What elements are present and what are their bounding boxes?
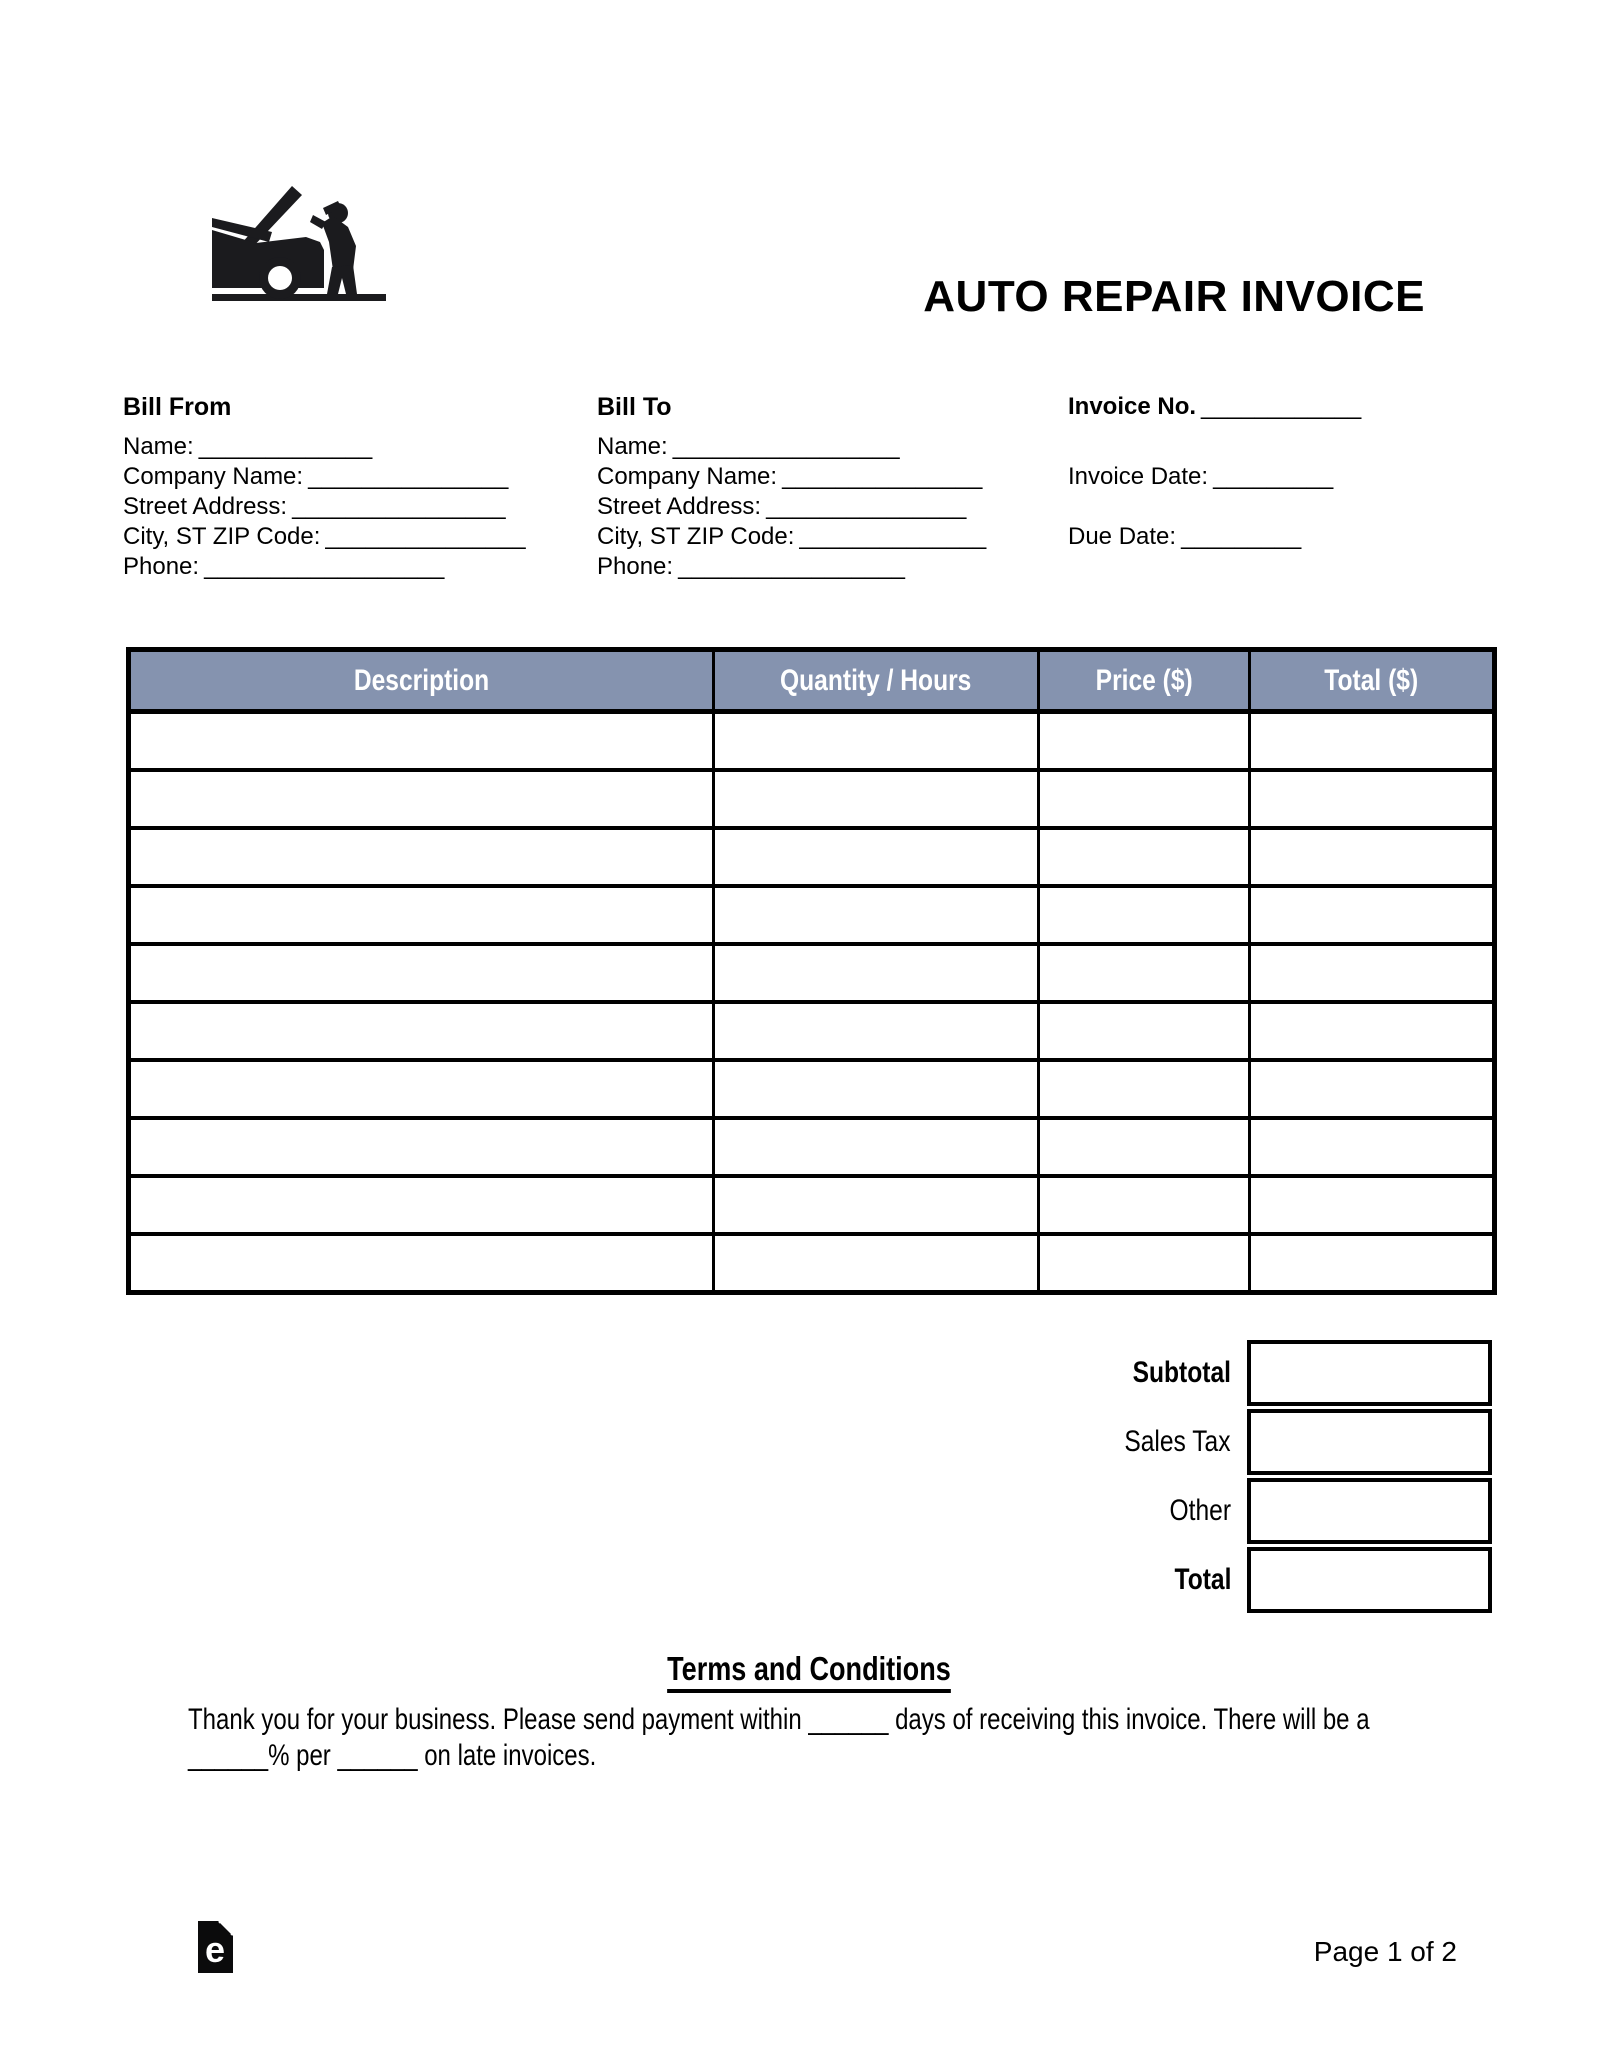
field-blank-input[interactable]: ________________ <box>292 493 506 520</box>
summary-value-box[interactable] <box>1247 1409 1492 1475</box>
field-label: Invoice Date: <box>1068 463 1209 490</box>
bill-to-section <box>597 392 1047 582</box>
summary-label: Total <box>1174 1563 1231 1596</box>
cell-total[interactable] <box>1250 886 1495 944</box>
cell-price[interactable] <box>1039 1002 1250 1060</box>
cell-price[interactable] <box>1039 1118 1250 1176</box>
cell-description[interactable] <box>129 886 714 944</box>
cell-price[interactable] <box>1039 1234 1250 1293</box>
summary-value-box[interactable] <box>1247 1478 1492 1544</box>
field-label: Street Address: <box>597 493 762 520</box>
bill-to-fields <box>597 432 1047 582</box>
form-field-line <box>597 492 1047 522</box>
form-field-line <box>123 492 573 522</box>
field-blank-input[interactable]: _________ <box>1213 463 1334 490</box>
summary-row <box>126 1478 1492 1544</box>
cell-price[interactable] <box>1039 886 1250 944</box>
cell-quantity-hours[interactable] <box>714 886 1039 944</box>
cell-total[interactable] <box>1250 712 1495 771</box>
cell-description[interactable] <box>129 1002 714 1060</box>
form-field-line <box>123 432 573 462</box>
summary-label-wrap <box>126 1478 1247 1544</box>
table-row <box>129 886 1495 944</box>
field-blank-input[interactable]: _________________ <box>678 553 905 580</box>
column-header <box>129 650 714 712</box>
field-blank-input[interactable]: _______________ <box>325 523 526 550</box>
field-blank-input[interactable]: _________ <box>1181 523 1302 550</box>
field-label: City, ST ZIP Code: <box>597 523 795 550</box>
cell-quantity-hours[interactable] <box>714 828 1039 886</box>
column-header <box>714 650 1039 712</box>
table-row <box>129 828 1495 886</box>
table-body <box>129 712 1495 1293</box>
cell-total[interactable] <box>1250 944 1495 1002</box>
summary-label: Other <box>1169 1494 1231 1527</box>
summary-label-wrap <box>126 1547 1247 1613</box>
field-blank-input[interactable]: _____________ <box>198 433 373 460</box>
cell-quantity-hours[interactable] <box>714 1060 1039 1118</box>
field-blank-input[interactable]: __________________ <box>204 553 445 580</box>
cell-total[interactable] <box>1250 828 1495 886</box>
summary-row <box>126 1547 1492 1613</box>
line-items-table <box>126 647 1497 1295</box>
summary-label: Sales Tax <box>1124 1425 1231 1458</box>
form-field-line <box>597 432 1047 462</box>
field-label: Due Date: <box>1068 523 1177 550</box>
summary-value-box[interactable] <box>1247 1547 1492 1613</box>
cell-description[interactable] <box>129 828 714 886</box>
bill-from-heading: Bill From <box>123 393 232 421</box>
field-label: City, ST ZIP Code: <box>123 523 321 550</box>
column-header <box>1250 650 1495 712</box>
table-row <box>129 712 1495 771</box>
cell-description[interactable] <box>129 1176 714 1234</box>
cell-price[interactable] <box>1039 1176 1250 1234</box>
table-row <box>129 944 1495 1002</box>
column-header-label: Price ($) <box>1095 663 1193 697</box>
table-row <box>129 1002 1495 1060</box>
form-field-line <box>597 552 1047 582</box>
field-label: Invoice No. <box>1068 393 1197 420</box>
terms-body: Thank you for your business. Please send payment within ______ days of receiving this invoice. There will be a ______% per ______ on late invoices. <box>188 1703 1370 1772</box>
bill-to-heading: Bill To <box>597 393 672 421</box>
summary-row <box>126 1340 1492 1406</box>
cell-price[interactable] <box>1039 828 1250 886</box>
summary-row <box>126 1409 1492 1475</box>
cell-total[interactable] <box>1250 1234 1495 1293</box>
field-blank-input[interactable]: _______________ <box>308 463 509 490</box>
summary-label: Subtotal <box>1132 1356 1231 1389</box>
cell-quantity-hours[interactable] <box>714 1118 1039 1176</box>
field-label: Phone: <box>597 553 674 580</box>
invoice-meta-fields <box>1068 392 1498 552</box>
summary-label-wrap <box>126 1340 1247 1406</box>
summary-label-wrap <box>126 1409 1247 1475</box>
cell-quantity-hours[interactable] <box>714 1176 1039 1234</box>
form-field-line <box>1068 462 1498 492</box>
cell-quantity-hours[interactable] <box>714 944 1039 1002</box>
cell-total[interactable] <box>1250 1118 1495 1176</box>
cell-price[interactable] <box>1039 1060 1250 1118</box>
field-label: Name: <box>123 433 194 460</box>
form-field-line <box>1068 392 1498 422</box>
field-blank-input[interactable]: _______________ <box>766 493 967 520</box>
page-title: AUTO REPAIR INVOICE <box>923 272 1425 321</box>
column-header-label: Total ($) <box>1324 663 1419 697</box>
cell-description[interactable] <box>129 1234 714 1293</box>
car-mechanic-logo <box>210 182 390 310</box>
form-field-line <box>1068 522 1498 552</box>
page-indicator: Page 1 of 2 <box>1313 1936 1457 1967</box>
cell-quantity-hours[interactable] <box>714 712 1039 771</box>
table-row <box>129 1176 1495 1234</box>
bill-from-fields <box>123 432 573 582</box>
bill-from-section <box>123 392 573 582</box>
cell-total[interactable] <box>1250 770 1495 828</box>
summary-value-box[interactable] <box>1247 1340 1492 1406</box>
field-label: Company Name: <box>123 463 304 490</box>
cell-quantity-hours[interactable] <box>714 770 1039 828</box>
field-label: Phone: <box>123 553 200 580</box>
brand-letter: e <box>204 1929 226 1970</box>
cell-total[interactable] <box>1250 1060 1495 1118</box>
table-row <box>129 770 1495 828</box>
field-blank-input[interactable]: _________________ <box>672 433 900 460</box>
table-row <box>129 1118 1495 1176</box>
column-header-label: Description <box>353 663 490 697</box>
cell-price[interactable] <box>1039 712 1250 771</box>
cell-description[interactable] <box>129 712 714 771</box>
cell-description[interactable] <box>129 944 714 1002</box>
cell-price[interactable] <box>1039 770 1250 828</box>
terms-heading: Terms and Conditions <box>667 1650 951 1693</box>
cell-price[interactable] <box>1039 944 1250 1002</box>
form-field-line <box>597 462 1047 492</box>
summary-section <box>126 1340 1492 1616</box>
cell-total[interactable] <box>1250 1002 1495 1060</box>
field-label: Street Address: <box>123 493 288 520</box>
form-field-line <box>123 462 573 492</box>
table-row <box>129 1060 1495 1118</box>
cell-description[interactable] <box>129 1060 714 1118</box>
column-header-label: Quantity / Hours <box>780 663 972 697</box>
table-row <box>129 1234 1495 1293</box>
field-label: Company Name: <box>597 463 778 490</box>
form-field-line <box>123 552 573 582</box>
form-field-line <box>597 522 1047 552</box>
form-field-line <box>123 522 573 552</box>
table-header-row <box>129 650 1495 712</box>
field-blank-input[interactable]: ______________ <box>799 523 987 550</box>
cell-quantity-hours[interactable] <box>714 1234 1039 1293</box>
cell-description[interactable] <box>129 1118 714 1176</box>
cell-description[interactable] <box>129 770 714 828</box>
cell-quantity-hours[interactable] <box>714 1002 1039 1060</box>
field-blank-input[interactable]: ____________ <box>1201 393 1362 420</box>
field-label: Name: <box>597 433 668 460</box>
eforms-document-icon <box>198 1921 234 1974</box>
invoice-meta-section <box>1068 392 1498 552</box>
field-blank-input[interactable]: _______________ <box>782 463 983 490</box>
cell-total[interactable] <box>1250 1176 1495 1234</box>
terms-section <box>126 1650 1492 1693</box>
column-header <box>1039 650 1250 712</box>
